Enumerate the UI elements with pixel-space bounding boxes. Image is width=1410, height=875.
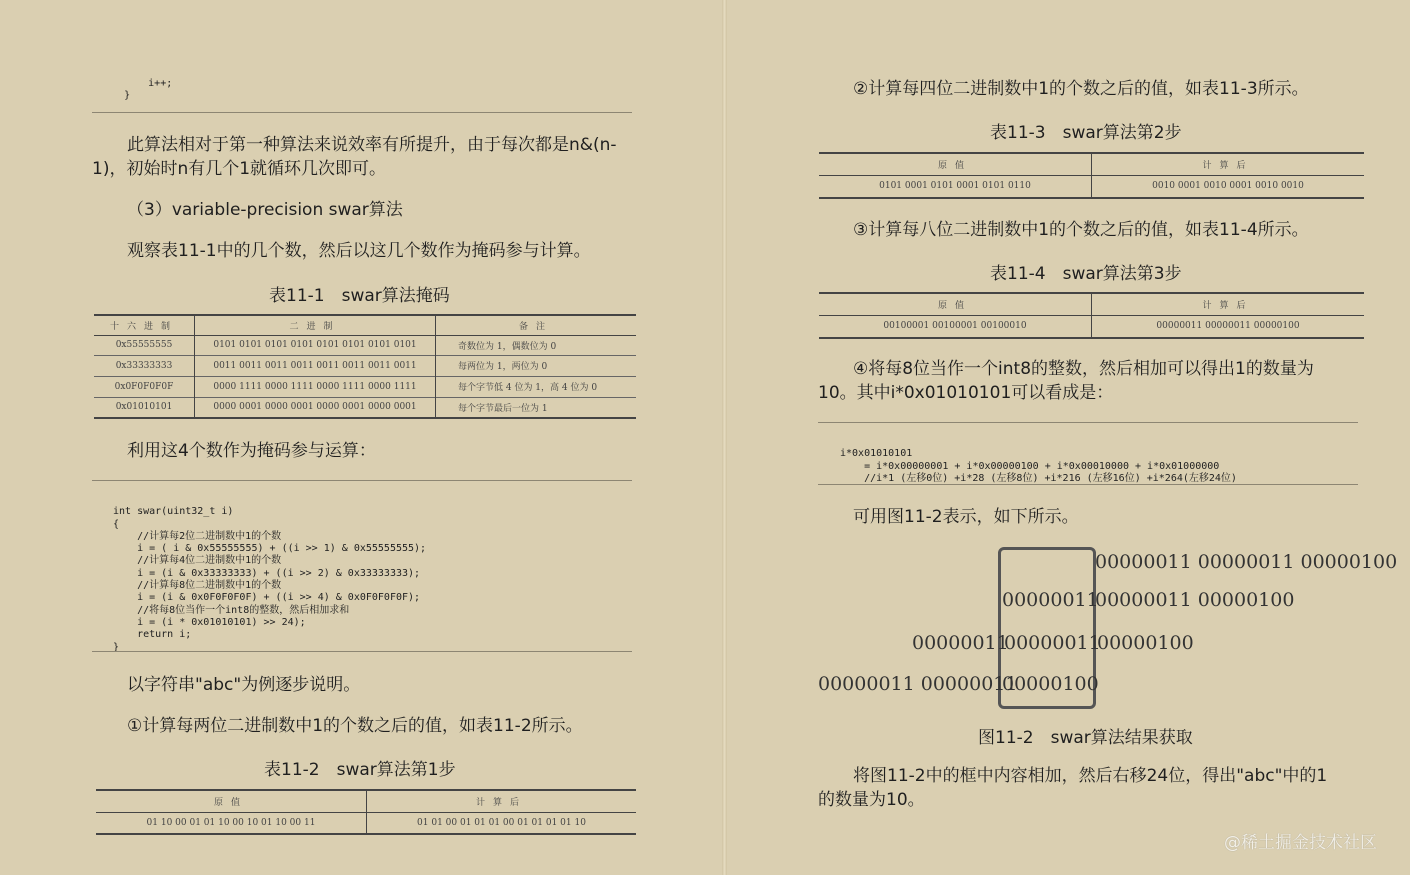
code-divider [818, 422, 1358, 423]
table4-caption: 表11-4 swar算法第3步 [990, 264, 1182, 284]
table-swar-step3 [819, 292, 1364, 339]
figure-row4-bytes: 00000011 00000011 [818, 673, 1018, 695]
table1-cell: 0x55555555 [115, 340, 173, 350]
paragraph-conclusion-line2: 的数量为10。 [818, 790, 925, 810]
paragraph-abc-example: 以字符串"abc"为例逐步说明。 [127, 675, 361, 695]
code-divider [92, 651, 632, 652]
table3-cell: 0101 0001 0101 0001 0101 0110 [879, 181, 1031, 192]
paragraph-step3: ③计算每八位二进制数中1的个数之后的值，如表11-4所示。 [853, 220, 1309, 240]
table-row [819, 175, 1364, 198]
paragraph-step4-line2: 10。其中i*0x01010101可以看成是： [818, 383, 1114, 403]
table4-header-original: 原值 [937, 300, 972, 311]
table1-cell: 奇数位为 1，偶数位为 0 [436, 335, 637, 355]
paragraph-efficiency-line2: 1)，初始时n有几个1就循环几次即可。 [92, 159, 387, 179]
table3-cell: 0010 0001 0010 0001 0010 0010 [1092, 175, 1365, 198]
table2-header-original: 原值 [213, 797, 248, 808]
table3-header-original: 原值 [937, 160, 972, 171]
table1-cell: 0x0F0F0F0F [114, 381, 174, 392]
table1-header-binary: 二进制 [195, 315, 436, 335]
paragraph-conclusion-line1: 将图11-2中的框中内容相加，然后右移24位，得出"abc"中的1 [853, 766, 1328, 786]
table-swar-step1 [96, 789, 636, 835]
paragraph-use-masks: 利用这4个数作为掩码参与运算： [127, 441, 376, 461]
table2-cell: 01 10 00 01 01 10 00 10 01 10 00 11 [146, 817, 316, 828]
paragraph-step4-line1: ④将每8位当作一个int8的整数，然后相加可以得出1的数量为 [853, 359, 1314, 379]
table4-cell: 00000011 00000011 00000100 [1092, 315, 1365, 338]
table-row [94, 376, 636, 397]
table2-caption: 表11-2 swar算法第1步 [264, 760, 456, 780]
table1-header-note: 备注 [436, 315, 637, 335]
table1-cell: 每个字节最后一位为 1 [436, 397, 637, 418]
figure-caption: 图11-2 swar算法结果获取 [978, 728, 1193, 748]
table1-caption: 表11-1 swar算法掩码 [269, 286, 450, 306]
table1-cell: 0000 1111 0000 1111 0000 1111 0000 1111 [195, 376, 436, 397]
paragraph-figure-intro: 可用图11-2表示，如下所示。 [853, 507, 1079, 527]
code-block-multiply: i*0x01010101 = i*0x00000001 + i*0x00000100 + i*0x00010000 + i*0x01000000 //i*1 (左移0位) +i*28 (左移8位) +i*216 (左移16位) +i*264(左移24位) [840, 448, 1237, 484]
paragraph-step2: ②计算每四位二进制数中1的个数之后的值，如表11-3所示。 [853, 79, 1309, 99]
paragraph-step1: ①计算每两位二进制数中1的个数之后的值，如表11-2所示。 [127, 716, 583, 736]
table1-header-hex: 十六进制 [109, 321, 178, 332]
figure-row1-bytes: 00000011 00000011 00000100 [1095, 551, 1398, 573]
table-row [94, 397, 636, 418]
code-divider [818, 484, 1358, 485]
watermark-text: @稀土掘金技术社区 [1224, 833, 1377, 853]
table3-caption: 表11-3 swar算法第2步 [990, 123, 1182, 143]
code-divider [92, 112, 632, 113]
table4-cell: 00100001 00100001 00100010 [883, 321, 1027, 332]
figure-row4-boxed-byte: 00000100 [1002, 673, 1099, 695]
table-row [96, 812, 636, 834]
paragraph-efficiency-line1: 此算法相对于第一种算法来说效率有所提升，由于每次都是n&(n- [127, 135, 617, 155]
table1-cell: 0x33333333 [115, 360, 173, 371]
table-swar-step2 [819, 152, 1364, 199]
figure-row3-boxed-byte: 00000011 [1004, 632, 1101, 654]
code-snippet-top: i++; } [100, 78, 173, 102]
table1-cell: 0000 0001 0000 0001 0000 0001 0000 0001 [195, 397, 436, 418]
table-row [819, 315, 1364, 338]
table-swar-masks [94, 314, 636, 419]
paragraph-observe-table: 观察表11-1中的几个数，然后以这几个数作为掩码参与计算。 [127, 241, 591, 261]
table1-cell: 0x01010101 [115, 402, 173, 413]
table1-cell: 每两位为 1，两位为 0 [436, 355, 637, 376]
table-row [94, 335, 636, 355]
table2-cell: 01 01 00 01 01 01 00 01 01 01 01 10 [367, 812, 637, 834]
table-row [94, 355, 636, 376]
figure-row2-boxed-byte: 00000011 [1002, 589, 1099, 611]
table4-header-computed: 计算后 [1092, 293, 1365, 315]
figure-row3-byte-a: 00000011 [912, 632, 1009, 654]
code-divider [92, 480, 632, 481]
table1-cell: 0101 0101 0101 0101 0101 0101 0101 0101 [195, 335, 436, 355]
table3-header-computed: 计算后 [1092, 153, 1365, 175]
section-heading-swar: （3）variable-precision swar算法 [127, 200, 403, 220]
figure-row3-byte-c: 00000100 [1097, 632, 1194, 654]
table2-header-computed: 计算后 [367, 790, 637, 812]
table1-cell: 0011 0011 0011 0011 0011 0011 0011 0011 [195, 355, 436, 376]
code-block-swar: int swar(uint32_t i) { //计算每2位二进制数中1的个数 i = ( i & 0x55555555) + ((i >> 1) & 0x55555555); //计算每4位二进制数中1的个数 i = (i & 0x33333333) + ((i >> 2) & 0x33333333); //计算每8位二进制数中1的个数 i = (i & 0x0F0F0F0F) + ((i >> 4) & 0x0F0F0F0F); //将每8位当作一个int8的整数，然后相加求和 i = (i * 0x01010101) >> 24); return i; } [113, 506, 427, 653]
figure-row2-bytes: 00000011 00000100 [1095, 589, 1295, 611]
table1-cell: 每个字节低 4 位为 1，高 4 位为 0 [436, 376, 637, 397]
